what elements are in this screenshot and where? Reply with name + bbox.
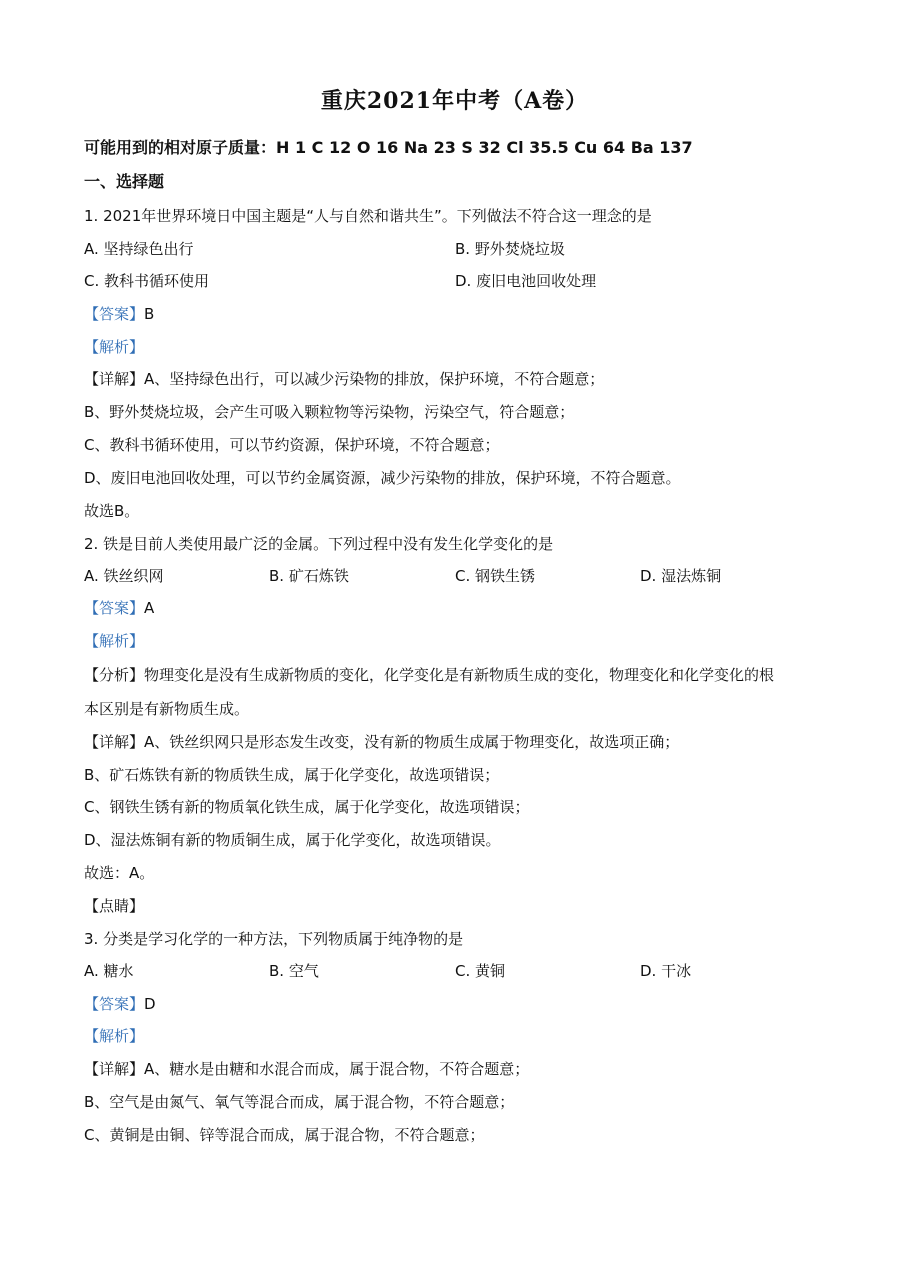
- q1-detail-line: B、野外焚烧垃圾，会产生可吸入颗粒物等污染物，污染空气，符合题意；: [84, 403, 575, 421]
- q3-detail-line: B、空气是由氮气、氧气等混合而成，属于混合物，不符合题意；: [84, 1093, 515, 1111]
- answer-label: 【答案】: [84, 995, 145, 1013]
- q2-answer: [84, 598, 154, 618]
- section-title: 一、选择题: [84, 172, 165, 191]
- q1-answer: [84, 304, 154, 324]
- q1-analysis-label: 【解析】: [84, 338, 145, 356]
- q3-detail-line: 【详解】A、糖水是由糖和水混合而成，属于混合物，不符合题意；: [84, 1060, 530, 1078]
- answer-label: 【答案】: [84, 599, 145, 617]
- answer-value: D: [144, 995, 156, 1013]
- q1-option-a: A. 坚持绿色出行: [84, 240, 194, 258]
- q2-dianjing: 【点睛】: [84, 897, 145, 915]
- q2-detail-line: C、钢铁生锈有新的物质氧化铁生成，属于化学变化，故选项错误；: [84, 798, 530, 816]
- q1-detail-line: 【详解】A、坚持绿色出行，可以减少污染物的排放，保护环境，不符合题意；: [84, 370, 605, 388]
- q3-answer: [84, 994, 156, 1014]
- q2-analysis-label: 【解析】: [84, 632, 145, 650]
- answer-value: B: [144, 305, 155, 323]
- q1-option-b: B. 野外焚烧垃圾: [455, 240, 565, 258]
- q1-option-c: C. 教科书循环使用: [84, 272, 210, 290]
- question-1-stem: 1. 2021年世界环境日中国主题是“人与自然和谐共生”。下列做法不符合这一理念的是: [84, 207, 652, 225]
- page-title: 重庆2021年中考（A卷）: [320, 88, 589, 114]
- q1-option-d: D. 废旧电池回收处理: [455, 272, 597, 290]
- q2-detail-line: D、湿法炼铜有新的物质铜生成，属于化学变化，故选项错误。: [84, 831, 501, 849]
- answer-value: A: [144, 599, 155, 617]
- q2-fenxi-line: 【分析】物理变化是没有生成新物质的变化，化学变化是有新物质生成的变化，物理变化和化学变化的根: [84, 666, 775, 684]
- q2-detail-line: 【详解】A、铁丝织网只是形态发生改变，没有新的物质生成属于物理变化，故选项正确；: [84, 733, 680, 751]
- question-2-stem: 2. 铁是目前人类使用最广泛的金属。下列过程中没有发生化学变化的是: [84, 535, 554, 553]
- question-3-stem: 3. 分类是学习化学的一种方法，下列物质属于纯净物的是: [84, 930, 464, 948]
- q3-detail-line: C、黄铜是由铜、锌等混合而成，属于混合物，不符合题意；: [84, 1126, 485, 1144]
- q3-analysis-label: 【解析】: [84, 1027, 145, 1045]
- q3-option-a: A. 糖水: [84, 962, 134, 980]
- q3-option-c: C. 黄铜: [455, 962, 506, 980]
- q2-conclusion: 故选：A。: [84, 864, 155, 882]
- q2-fenxi-line: 本区别是有新物质生成。: [84, 700, 250, 718]
- q2-option-b: B. 矿石炼铁: [269, 567, 349, 585]
- q3-option-d: D. 干冰: [640, 962, 692, 980]
- q2-option-c: C. 钢铁生锈: [455, 567, 536, 585]
- q1-detail-line: C、教科书循环使用，可以节约资源，保护环境，不符合题意；: [84, 436, 500, 454]
- q2-option-a: A. 铁丝织网: [84, 567, 164, 585]
- q3-option-b: B. 空气: [269, 962, 319, 980]
- q1-conclusion: 故选B。: [84, 502, 140, 520]
- atomic-masses: 可能用到的相对原子质量：H 1 C 12 O 16 Na 23 S 32 Cl 35.5 Cu 64 Ba 137: [84, 138, 693, 157]
- answer-label: 【答案】: [84, 305, 145, 323]
- q2-detail-line: B、矿石炼铁有新的物质铁生成，属于化学变化，故选项错误；: [84, 766, 500, 784]
- q1-detail-line: D、废旧电池回收处理，可以节约金属资源，减少污染物的排放，保护环境，不符合题意。: [84, 469, 681, 487]
- q2-option-d: D. 湿法炼铜: [640, 567, 722, 585]
